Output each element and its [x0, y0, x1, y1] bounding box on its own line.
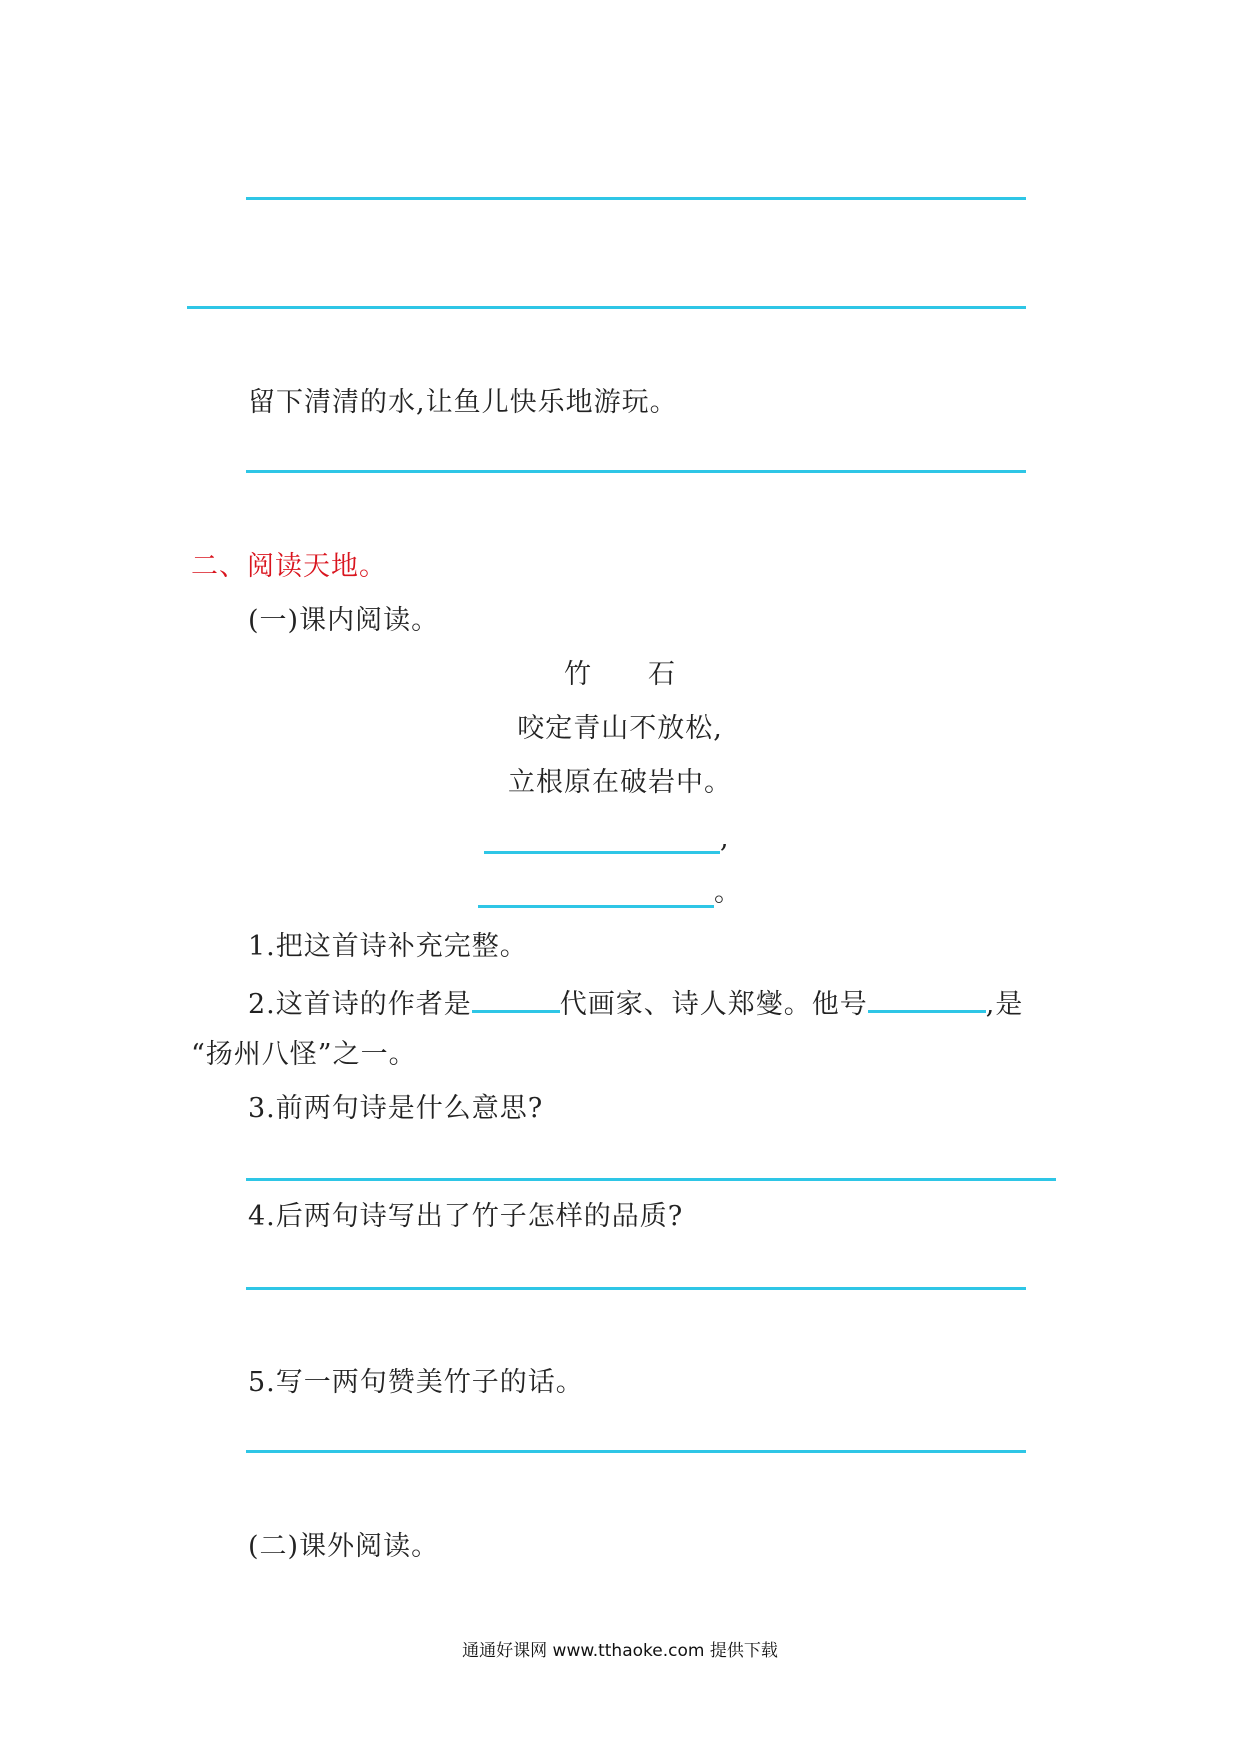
answer-line[interactable]	[246, 470, 1026, 473]
answer-line-q4[interactable]	[246, 1287, 1026, 1290]
answer-line-q5[interactable]	[246, 1450, 1026, 1453]
question-4: 4.后两句诗写出了竹子怎样的品质?	[248, 1201, 684, 1232]
question-5: 5.写一两句赞美竹子的话。	[248, 1367, 584, 1398]
footer-credit: 通通好课网 www.tthaoke.com 提供下载	[462, 1641, 778, 1661]
question-2-line	[248, 984, 1023, 1022]
poem-blank-1[interactable]	[484, 851, 720, 854]
part1-title: (一)课内阅读。	[248, 605, 440, 636]
answer-line[interactable]	[246, 197, 1026, 200]
answer-line-q3[interactable]	[246, 1178, 1056, 1181]
poem-blank-2[interactable]	[478, 905, 714, 908]
question-2-part1: 2.这首诗的作者是	[248, 989, 472, 1020]
sentence-text: 留下清清的水,让鱼儿快乐地游玩。	[248, 387, 678, 418]
part2-title: (二)课外阅读。	[248, 1531, 440, 1562]
dynasty-blank[interactable]	[472, 984, 560, 1013]
question-1: 1.把这首诗补充完整。	[248, 931, 528, 962]
section-heading: 二、阅读天地。	[191, 551, 387, 582]
poem-title: 竹 石	[564, 659, 676, 690]
pen-name-blank[interactable]	[868, 984, 986, 1013]
poem-blank-2-punct: 。	[714, 877, 742, 908]
poem-line-2: 立根原在破岩中。	[508, 767, 732, 798]
poem-line-1: 咬定青山不放松,	[517, 713, 723, 744]
poem-blank-1-punct: ,	[720, 823, 730, 854]
question-2-continuation: “扬州八怪”之一。	[191, 1039, 417, 1070]
answer-line[interactable]	[187, 306, 1026, 309]
question-3: 3.前两句诗是什么意思?	[248, 1093, 544, 1124]
question-2-part3: ,是	[985, 989, 1024, 1020]
question-2-part2: 代画家、诗人郑燮。他号	[559, 989, 868, 1020]
